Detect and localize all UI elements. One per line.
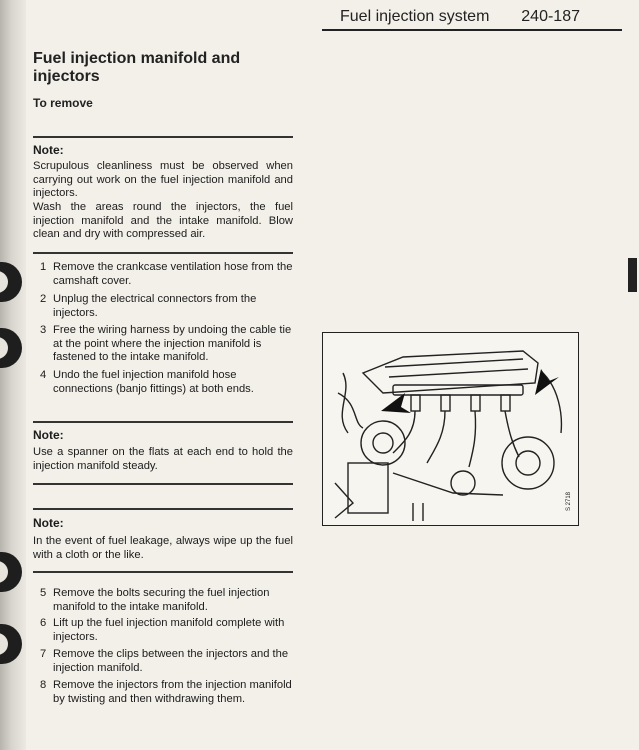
note-paragraph: In the event of fuel leakage, always wipe up the fuel with a cloth or the like. <box>33 535 293 561</box>
page-thumb-tab <box>628 258 637 292</box>
note-rule-bottom <box>33 252 293 254</box>
section-title: Fuel injection manifold and injectors <box>33 50 241 85</box>
running-header <box>340 6 580 28</box>
figure-code: S 2718 <box>566 491 572 511</box>
step-text: Free the wiring harness by undoing the cable tie at the point where the injection manifold is fastened to the intake manifold. <box>53 324 292 364</box>
step-text: Remove the bolts securing the fuel injection manifold to the intake manifold. <box>53 587 270 613</box>
step-text: Remove the clips between the injectors and the injection manifold. <box>53 648 289 674</box>
header-section-title: Fuel injection system <box>340 8 490 25</box>
arrow-marker <box>381 393 411 413</box>
step-number: 1 <box>40 261 47 273</box>
note-rule-top <box>33 136 293 138</box>
note-rule-bottom <box>33 571 293 573</box>
step-text: Remove the injectors from the injection manifold by twisting and then withdrawing them. <box>53 679 292 705</box>
note-rule-top <box>33 421 293 423</box>
note-heading: Note: <box>33 143 64 157</box>
engine-illustration <box>322 332 579 526</box>
procedure-step <box>40 369 293 396</box>
procedure-step <box>40 648 293 675</box>
step-number: 6 <box>40 617 47 629</box>
note-paragraph: Use a spanner on the flats at each end to hold the injection manifold steady. <box>33 446 293 472</box>
procedure-step <box>40 261 293 288</box>
step-number: 8 <box>40 679 47 691</box>
procedure-step <box>40 679 293 706</box>
engine-line-drawing <box>323 333 578 525</box>
step-number: 2 <box>40 293 47 305</box>
procedure-step <box>40 293 293 320</box>
step-number: 4 <box>40 369 47 381</box>
note-rule-bottom <box>33 483 293 485</box>
procedure-step <box>40 324 293 365</box>
procedure-step <box>40 617 293 644</box>
header-rule <box>322 29 622 31</box>
step-text: Remove the crankcase ventilation hose from the camshaft cover. <box>53 261 293 287</box>
note-paragraph: Wash the areas round the injectors, the fuel injection manifold and the intake manifold. Blow clean and dry with compressed air. <box>33 201 293 241</box>
step-text: Undo the fuel injection manifold hose connections (banjo fittings) at both ends. <box>53 369 254 395</box>
section-subtitle: To remove <box>33 96 93 110</box>
step-text: Unplug the electrical connectors from the injectors. <box>53 293 257 319</box>
note-heading: Note: <box>33 428 64 442</box>
procedure-step <box>40 587 293 614</box>
header-page-number: 240-187 <box>521 8 580 25</box>
note-paragraph: Scrupulous cleanliness must be observed when carrying out work on the fuel injection manifold and injectors. <box>33 160 293 200</box>
step-text: Lift up the fuel injection manifold complete with injectors. <box>53 617 285 643</box>
step-number: 7 <box>40 648 47 660</box>
step-number: 5 <box>40 587 47 599</box>
note-heading: Note: <box>33 516 64 530</box>
step-number: 3 <box>40 324 47 336</box>
note-rule-top <box>33 508 293 510</box>
